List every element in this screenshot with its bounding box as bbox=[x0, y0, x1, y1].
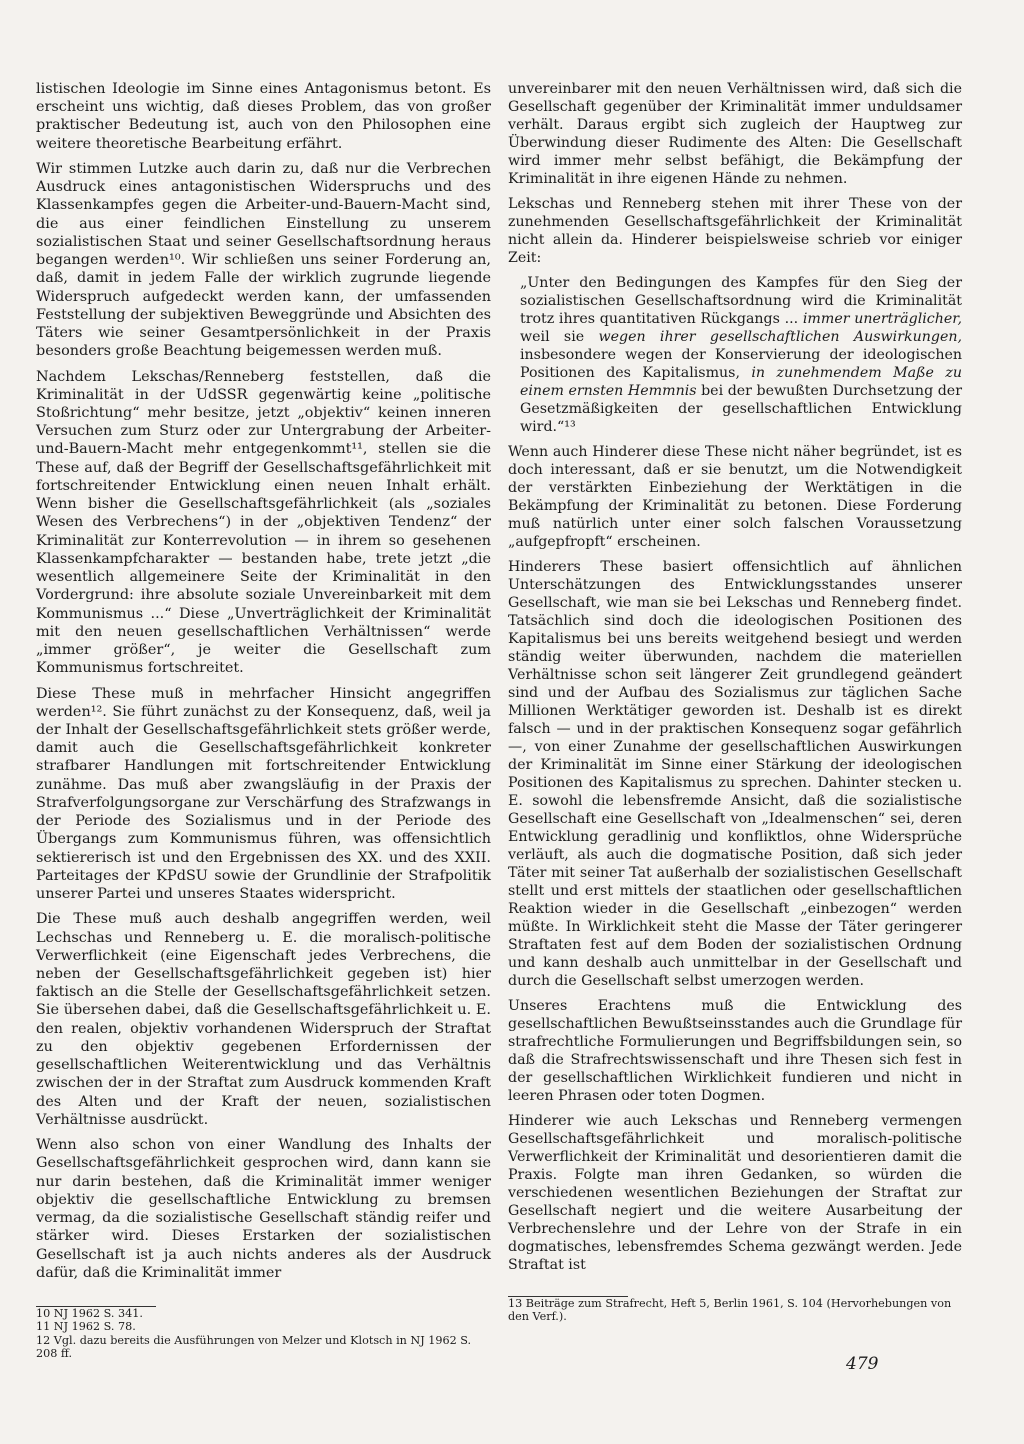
left-paragraph-2: Wir stimmen Lutzke auch darin zu, daß nur die Verbrechen Ausdruck eines antagonistischen Widerspruchs und des Klassenkampfes gegen die Arbeiter-und-Bauern-Macht sind, die aus einer feindlichen Einstellung zu unserem sozialistischen Staat und seiner Gesellschaftsordnung heraus begangen werden¹⁰. Wir schließen uns seiner Forderung an, daß, damit in jedem Falle der wirklich zugrunde liegende Widerspruch aufgedeckt werden kann, der umfassenden Feststellung der subjektiven Beweggründe und Absichten des Täters wie seiner Gesamtpersönlichkeit in der Praxis besonders große Beachtung beigemessen werden muß. bbox=[36, 160, 491, 360]
right-paragraph-4: Hinderers These basiert offensichtlich auf ähnlichen Unterschätzungen des Entwicklungsstandes unserer Gesellschaft, wie man sie bei Lekschas und Renneberg findet. Tatsächlich sind doch die ideologischen Positionen des Kapitalismus bei uns bereits weitgehend besiegt und werden ständig weiter überwunden, nachdem die materiellen Verhältnisse schon seit längerer Zeit grundlegend geändert sind und der Aufbau des Sozialismus zur täglichen Sache Millionen Werktätiger geworden ist. Deshalb ist es direkt falsch — und in der praktischen Konsequenz sogar gefährlich —, von einer Zunahme der gesellschaftlichen Auswirkungen der Kriminalität im Sinne einer Stärkung der ideologischen Positionen des Kapitalismus zu sprechen. Dahinter stecken u. E. sowohl die lebensfremde Ansicht, daß die sozialistische Gesellschaft eine Gesellschaft von „Idealmenschen“ sei, deren Entwicklung geradlinig und konfliktlos, ohne Widersprüche verläuft, als auch die dogmatische Position, daß sich jeder Täter mit seiner Tat außerhalb der sozialistischen Gesellschaft stellt und erst mittels der staatlichen oder gesellschaftlichen Reaktion wieder in die Gesellschaft „einbezogen“ werden müßte. In Wirklichkeit steht die Masse der Täter geringerer Straftaten fest auf dem Boden der sozialistischen Ordnung und kann deshalb auch unmittelbar in der Gesellschaft und durch die Gesellschaft selbst umerzogen werden. bbox=[508, 559, 962, 989]
left-paragraph-3: Nachdem Lekschas/Renneberg feststellen, daß die Kriminalität in der UdSSR gegenwärtig keine „politische Stoßrichtung“ mehr besitze, jetzt „objektiv“ keinen inneren Versuchen zum Sturz oder zur Untergrabung der Arbeiter-und-Bauern-Macht mehr entgegenkommt¹¹, stellen sie die These auf, daß der Begriff der Gesellschaftsgefährlichkeit mit fortschreitender Entwicklung einen neuen Inhalt erhält. Wenn bisher die Gesellschaftsgefährlichkeit (als „soziales Wesen des Verbrechens“) in der „objektiven Tendenz“ der Kriminalität zur Konterrevolution — in ihrem so gesehenen Klassenkampfcharakter — bestanden habe, trete jetzt „die wesentlich allgemeinere Seite der Kriminalität in den Vordergrund: ihre absolute soziale Unvereinbarkeit mit dem Kommunismus ...“ Diese „Unverträglichkeit der Kriminalität mit den neuen gesellschaftlichen Verhältnissen“ werde „immer größer“, je weiter die Gesellschaft zum Kommunismus fortschreitet. bbox=[36, 368, 491, 677]
footnotes-left bbox=[36, 1306, 491, 1361]
quote-emphasis-1: immer unerträglicher, bbox=[802, 311, 962, 327]
left-paragraph-5: Die These muß auch deshalb angegriffen werden, weil Lechschas und Renneberg u. E. die moralisch-politische Verwerflichkeit (eine Eigenschaft jedes Verbrechens, die neben der Gesellschaftsgefährlichkeit gegeben ist) hier faktisch an die Stelle der Gesellschaftsgefährlichkeit setzen. Sie übersehen dabei, daß die Gesellschaftsgefährlichkeit u. E. den realen, objektiv vorhandenen Widerspruch der Straftat zu den objektiv gegebenen Erfordernissen der gesellschaftlichen Weiterentwicklung und das Verhältnis zwischen der in der Straftat zum Ausdruck kommenden Kraft des Alten und der Kraft der neuen, sozialistischen Verhältnisse ausdrückt. bbox=[36, 911, 491, 1128]
quote-part-c: weil sie bbox=[520, 329, 599, 345]
right-paragraph-1: unvereinbarer mit den neuen Verhältnissen wird, daß sich die Gesellschaft gegenüber der Kriminalität immer unduldsamer verhält. Daraus ergibt sich zugleich der Hauptweg zur Überwindung dieser Rudimente des Alten: Die Gesellschaft wird immer mehr selbst befähigt, die Bekämpfung der Kriminalität in ihre eigenen Hände zu nehmen. bbox=[508, 81, 962, 187]
quote-part-a: „Unter den Bedingungen des Kampfes für den Sieg der sozialistischen Gesellschaftsordnung wird die Kriminalität trotz ihres quantitativen Rückgangs ... bbox=[520, 275, 962, 327]
page-number: 479 bbox=[846, 1354, 879, 1374]
footnotes-right bbox=[508, 1296, 958, 1324]
footnote-11: 11 NJ 1962 S. 78. bbox=[36, 1320, 136, 1334]
left-column bbox=[36, 80, 491, 1289]
quote-part-e: insbesondere wegen der Konservierung der ideologischen Positionen des Kapitalismus, bbox=[520, 347, 962, 381]
quote-emphasis-2: wegen ihrer gesellschaftlichen Auswirkungen, bbox=[598, 329, 962, 345]
right-paragraph-2: Lekschas und Renneberg stehen mit ihrer These von der zunehmenden Gesellschaftsgefährlichkeit der Kriminalität nicht allein da. Hinderer beispielsweise schrieb vor einiger Zeit: bbox=[508, 196, 962, 266]
left-paragraph-6: Wenn also schon von einer Wandlung des Inhalts der Gesellschaftsgefährlichkeit gesprochen wird, dann kann sie nur darin bestehen, daß die Kriminalität immer weniger objektiv die gesellschaftliche Entwicklung zu bremsen vermag, da die sozialistische Gesellschaft ständig reifer und stärker wird. Dieses Erstarken der sozialistischen Gesellschaft ist ja auch nichts anderes als der Ausdruck dafür, daß die Kriminalität immer bbox=[36, 1137, 491, 1281]
hinderer-quote bbox=[520, 274, 962, 436]
right-column bbox=[508, 80, 962, 1281]
footnote-12: 12 Vgl. dazu bereits die Ausführungen von Melzer und Klotsch in NJ 1962 S. 208 ff. bbox=[36, 1333, 472, 1361]
right-paragraph-3: Wenn auch Hinderer diese These nicht näher begründet, ist es doch interessant, daß er sie benutzt, um die Notwendigkeit der verstärkten Einbeziehung der Werktätigen in die Bekämpfung der Kriminalität zu betonen. Diese Forderung muß natürlich unter einer solch falschen Voraussetzung „aufgepfropft“ erscheinen. bbox=[508, 444, 962, 550]
left-paragraph-4: Diese These muß in mehrfacher Hinsicht angegriffen werden¹². Sie führt zunächst zu der Konsequenz, daß, weil ja der Inhalt der Gesellschaftsgefährlichkeit stets größer werde, damit auch die Gesellschaftsgefährlichkeit konkreter strafbarer Handlungen mit fortschreitender Entwicklung zunähme. Das muß aber zwangsläufig in der Praxis der Strafverfolgungsorgane zur Verschärfung des Strafzwangs in der Periode des Sozialismus und in der Periode des Übergangs zum Kommunismus führen, was offensichtlich sektiererisch ist und den Ergebnissen des XX. und des XXII. Parteitages der KPdSU sowie der Grundlinie der Strafpolitik unserer Partei und unseres Staates widerspricht. bbox=[36, 685, 491, 903]
right-paragraph-5: Unseres Erachtens muß die Entwicklung des gesellschaftlichen Bewußtseinsstandes auch die Grundlage für strafrechtliche Formulierungen und Begriffsbildungen sein, so daß die Strafrechtswissenschaft und ihre Thesen sich fest in der gesellschaftlichen Wirklichkeit fundieren und nicht in leeren Phrasen oder toten Dogmen. bbox=[508, 998, 962, 1104]
quote-part-g: bei der bewußten Durchsetzung der Gesetzmäßigkeiten der gesellschaftlichen Entwicklung wird.“¹³ bbox=[520, 383, 962, 435]
right-paragraph-6: Hinderer wie auch Lekschas und Renneberg vermengen Gesellschaftsgefährlichkeit und moralisch-politische Verwerflichkeit der Kriminalität und desorientieren damit die Praxis. Folgte man ihren Gedanken, so würden die verschiedenen wesentlichen Beziehungen der Straftat zur Gesellschaft negiert und die weitere Ausarbeitung der Verbrechenslehre und der Lehre von der Strafe in ein dogmatisches, lebensfremdes Schema gezwängt werden. Jede Straftat ist bbox=[508, 1113, 962, 1273]
footnote-10: 10 NJ 1962 S. 341. bbox=[36, 1307, 143, 1320]
quote-emphasis-3: in zunehmendem Maße zu einem ernsten Hemmnis bbox=[520, 365, 962, 399]
footnote-13: 13 Beiträge zum Strafrecht, Heft 5, Berlin 1961, S. 104 (Hervorhebungen von den Verf.). bbox=[508, 1297, 952, 1324]
left-paragraph-1: listischen Ideologie im Sinne eines Antagonismus betont. Es erscheint uns wichtig, daß dieses Problem, das von großer praktischer Bedeutung ist, auch von den Philosophen eine weitere theoretische Bearbeitung erfährt. bbox=[36, 81, 491, 152]
